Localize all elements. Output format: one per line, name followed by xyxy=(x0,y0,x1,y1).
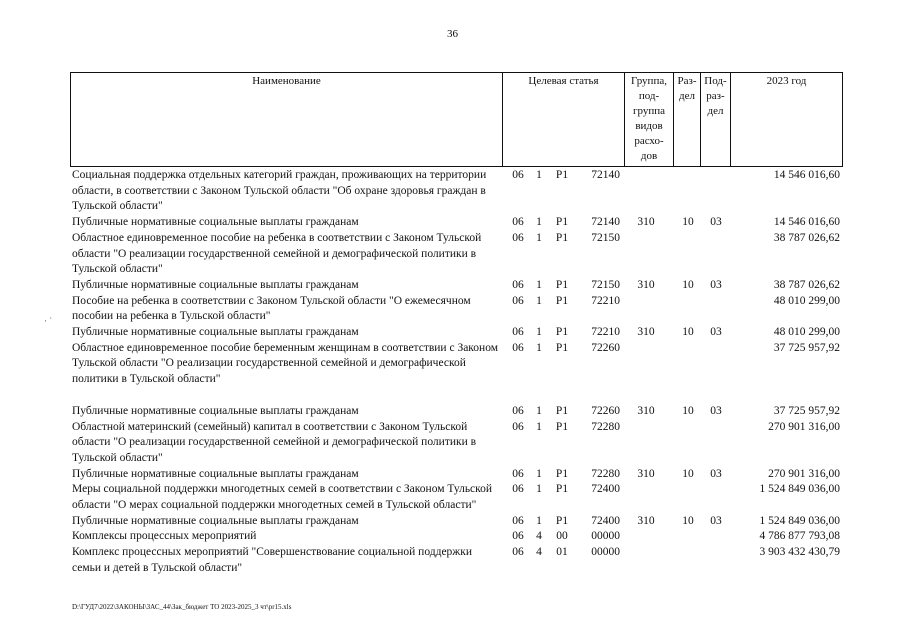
cell-t3: P1 xyxy=(555,483,569,496)
table-row xyxy=(72,514,842,530)
cell-rz: 10 xyxy=(682,216,694,229)
cell-t1: 06 xyxy=(512,216,524,229)
cell-t4: 72210 xyxy=(591,294,620,307)
cell-grp: 310 xyxy=(637,404,655,417)
cell-t2: 1 xyxy=(536,467,542,480)
cell-t1: 06 xyxy=(512,326,524,339)
header-line: Группа, xyxy=(631,75,667,87)
cell-t2: 1 xyxy=(536,278,542,291)
row-name: Комплекс процессных мероприятий "Совершенствование социальной поддержки семьи и детей в Тульской области" xyxy=(72,546,472,574)
cell-t2: 4 xyxy=(536,530,542,543)
row-name: Публичные нормативные социальные выплаты гражданам xyxy=(72,467,359,480)
header-line: Раз- xyxy=(677,75,697,87)
cell-grp: 310 xyxy=(637,514,655,527)
cell-grp: 310 xyxy=(637,467,655,480)
cell-t3: P1 xyxy=(555,467,569,480)
row-name: Публичные нормативные социальные выплаты гражданам xyxy=(72,216,359,229)
cell-t1: 06 xyxy=(512,169,524,181)
cell-t4: 72400 xyxy=(591,514,620,527)
table-row xyxy=(72,467,842,483)
cell-amount: 270 901 316,00 xyxy=(768,420,840,433)
cell-t2: 1 xyxy=(536,169,542,181)
row-name: Областное единовременное пособие беременным женщинам в соответствии с Законом Тульской области "О реализации государственной семейной и демографической политики в Тульской области" xyxy=(72,341,499,386)
header-name: Наименование xyxy=(252,75,321,87)
table-row xyxy=(72,168,842,215)
cell-t3: P1 xyxy=(555,404,569,417)
cell-pr: 03 xyxy=(710,467,722,480)
cell-amount: 38 787 026,62 xyxy=(773,231,840,244)
cell-t4: 72140 xyxy=(591,169,620,181)
row-name: Областное единовременное пособие на ребенка в соответствии с Законом Тульской области "О реализации государственной семейной и демографической политики в Тульской области" xyxy=(72,231,482,276)
cell-t3: P1 xyxy=(555,216,569,229)
cell-t2: 1 xyxy=(536,216,542,229)
table-row xyxy=(72,420,842,467)
cell-amount: 37 725 957,92 xyxy=(773,404,840,417)
cell-t3: P1 xyxy=(555,278,569,291)
cell-rz: 10 xyxy=(682,278,694,291)
table-row xyxy=(72,341,842,388)
cell-t1: 06 xyxy=(512,467,524,480)
cell-rz: 10 xyxy=(682,404,694,417)
cell-amount: 37 725 957,92 xyxy=(773,341,840,354)
cell-rz: 10 xyxy=(682,514,694,527)
cell-amount: 48 010 299,00 xyxy=(773,294,840,307)
cell-t3: P1 xyxy=(555,326,569,339)
row-name: Меры социальной поддержки многодетных семей в соответствии с Законом Тульской области "О мерах социальной поддержки многодетных семей в Тульской области" xyxy=(72,483,493,512)
cell-rz: 10 xyxy=(682,326,694,339)
cell-t3: P1 xyxy=(555,341,569,354)
cell-amount: 270 901 316,00 xyxy=(768,467,840,480)
row-name: Публичные нормативные социальные выплаты гражданам xyxy=(72,404,359,417)
cell-grp: 310 xyxy=(637,278,655,291)
cell-pr: 03 xyxy=(710,514,722,527)
cell-t4: 72260 xyxy=(591,404,620,417)
cell-t2: 1 xyxy=(536,294,542,307)
cell-amount: 4 786 877 793,08 xyxy=(759,530,840,543)
header-line: под- xyxy=(638,90,660,102)
table-row xyxy=(72,529,842,545)
header-line: видов xyxy=(635,120,663,132)
stray-mark: · ˙ xyxy=(44,316,53,326)
cell-t1: 06 xyxy=(512,231,524,244)
table-body xyxy=(72,168,842,577)
header-line: Под- xyxy=(704,75,727,87)
cell-t3: P1 xyxy=(555,514,569,527)
page-number: 36 xyxy=(447,28,458,40)
header-year: 2023 год xyxy=(766,75,807,87)
cell-amount: 38 787 026,62 xyxy=(773,278,840,291)
cell-grp: 310 xyxy=(637,326,655,339)
cell-amount: 3 903 432 430,79 xyxy=(759,546,840,559)
cell-t1: 06 xyxy=(512,530,524,543)
cell-t1: 06 xyxy=(512,278,524,291)
cell-t3: 00 xyxy=(556,530,568,543)
cell-pr: 03 xyxy=(710,404,722,417)
table-row xyxy=(72,545,842,576)
cell-t2: 1 xyxy=(536,326,542,339)
header-line: дел xyxy=(679,90,695,102)
cell-amount: 48 010 299,00 xyxy=(773,326,840,339)
cell-t4: 72260 xyxy=(591,341,620,354)
cell-t4: 72400 xyxy=(591,483,620,496)
table-row xyxy=(72,404,842,420)
row-name: Публичные нормативные социальные выплаты гражданам xyxy=(72,278,359,291)
cell-amount: 1 524 849 036,00 xyxy=(759,514,840,527)
row-name: Социальная поддержка отдельных категорий граждан, проживающих на территории области, в соответствии с Законом Тульской области "Об охране здоровья граждан в Тульской области" xyxy=(72,169,487,213)
header-line: расхо- xyxy=(634,135,664,147)
cell-t2: 1 xyxy=(536,514,542,527)
cell-t1: 06 xyxy=(512,404,524,417)
table-row xyxy=(72,294,842,325)
cell-t3: P1 xyxy=(555,420,569,433)
cell-t4: 00000 xyxy=(591,530,620,543)
cell-t3: 01 xyxy=(556,546,568,559)
header-line: дов xyxy=(640,150,658,162)
header-line: раз- xyxy=(706,90,725,102)
cell-t4: 72210 xyxy=(591,326,620,339)
header-line: группа xyxy=(632,105,666,117)
cell-t3: P1 xyxy=(555,231,569,244)
cell-t2: 4 xyxy=(536,546,542,559)
cell-t4: 72280 xyxy=(591,467,620,480)
cell-amount: 1 524 849 036,00 xyxy=(759,483,840,496)
cell-t4: 72150 xyxy=(591,278,620,291)
cell-t2: 1 xyxy=(536,231,542,244)
header-target: Целевая статья xyxy=(528,75,599,87)
table-row xyxy=(72,278,842,294)
cell-t1: 06 xyxy=(512,546,524,559)
row-name: Публичные нормативные социальные выплаты гражданам xyxy=(72,514,359,527)
cell-t1: 06 xyxy=(512,420,524,433)
cell-t2: 1 xyxy=(536,341,542,354)
cell-t4: 72150 xyxy=(591,231,620,244)
cell-t3: P1 xyxy=(555,169,569,181)
cell-t2: 1 xyxy=(536,420,542,433)
cell-t1: 06 xyxy=(512,514,524,527)
table-row xyxy=(72,325,842,341)
cell-pr: 03 xyxy=(710,278,722,291)
cell-rz: 10 xyxy=(682,467,694,480)
header-group xyxy=(625,74,673,164)
cell-t1: 06 xyxy=(512,483,524,496)
cell-pr: 03 xyxy=(710,326,722,339)
cell-t4: 72140 xyxy=(591,216,620,229)
cell-t2: 1 xyxy=(536,404,542,417)
footer-path: D:\ГУД7\2022\ЗАКОНЫ\ЗАС_44\Зак_бюджет ТО 2023-2025_3 чт\pr15.xls xyxy=(72,603,292,611)
table-row xyxy=(72,215,842,231)
header-razdel xyxy=(674,74,700,104)
cell-t1: 06 xyxy=(512,294,524,307)
cell-t4: 72280 xyxy=(591,420,620,433)
cell-t4: 00000 xyxy=(591,546,620,559)
header-podrazdel xyxy=(701,74,730,119)
cell-amount: 14 546 016,60 xyxy=(773,216,840,229)
row-name: Пособие на ребенка в соответствии с Законом Тульской области "О ежемесячном пособии на ребенка в Тульской области" xyxy=(72,294,471,323)
header-line: дел xyxy=(707,105,724,117)
cell-pr: 03 xyxy=(710,216,722,229)
table-row xyxy=(72,231,842,278)
cell-t2: 1 xyxy=(536,483,542,496)
cell-t1: 06 xyxy=(512,341,524,354)
cell-grp: 310 xyxy=(637,216,655,229)
row-name: Областной материнский (семейный) капитал в соответствии с Законом Тульской области "О реализации государственной семейной и демографической политики в Тульской области" xyxy=(72,420,477,464)
cell-amount: 14 546 016,60 xyxy=(773,169,840,181)
cell-t3: P1 xyxy=(555,294,569,307)
row-name: Комплексы процессных мероприятий xyxy=(72,530,257,543)
row-name: Публичные нормативные социальные выплаты гражданам xyxy=(72,326,359,339)
table-row xyxy=(72,482,842,513)
